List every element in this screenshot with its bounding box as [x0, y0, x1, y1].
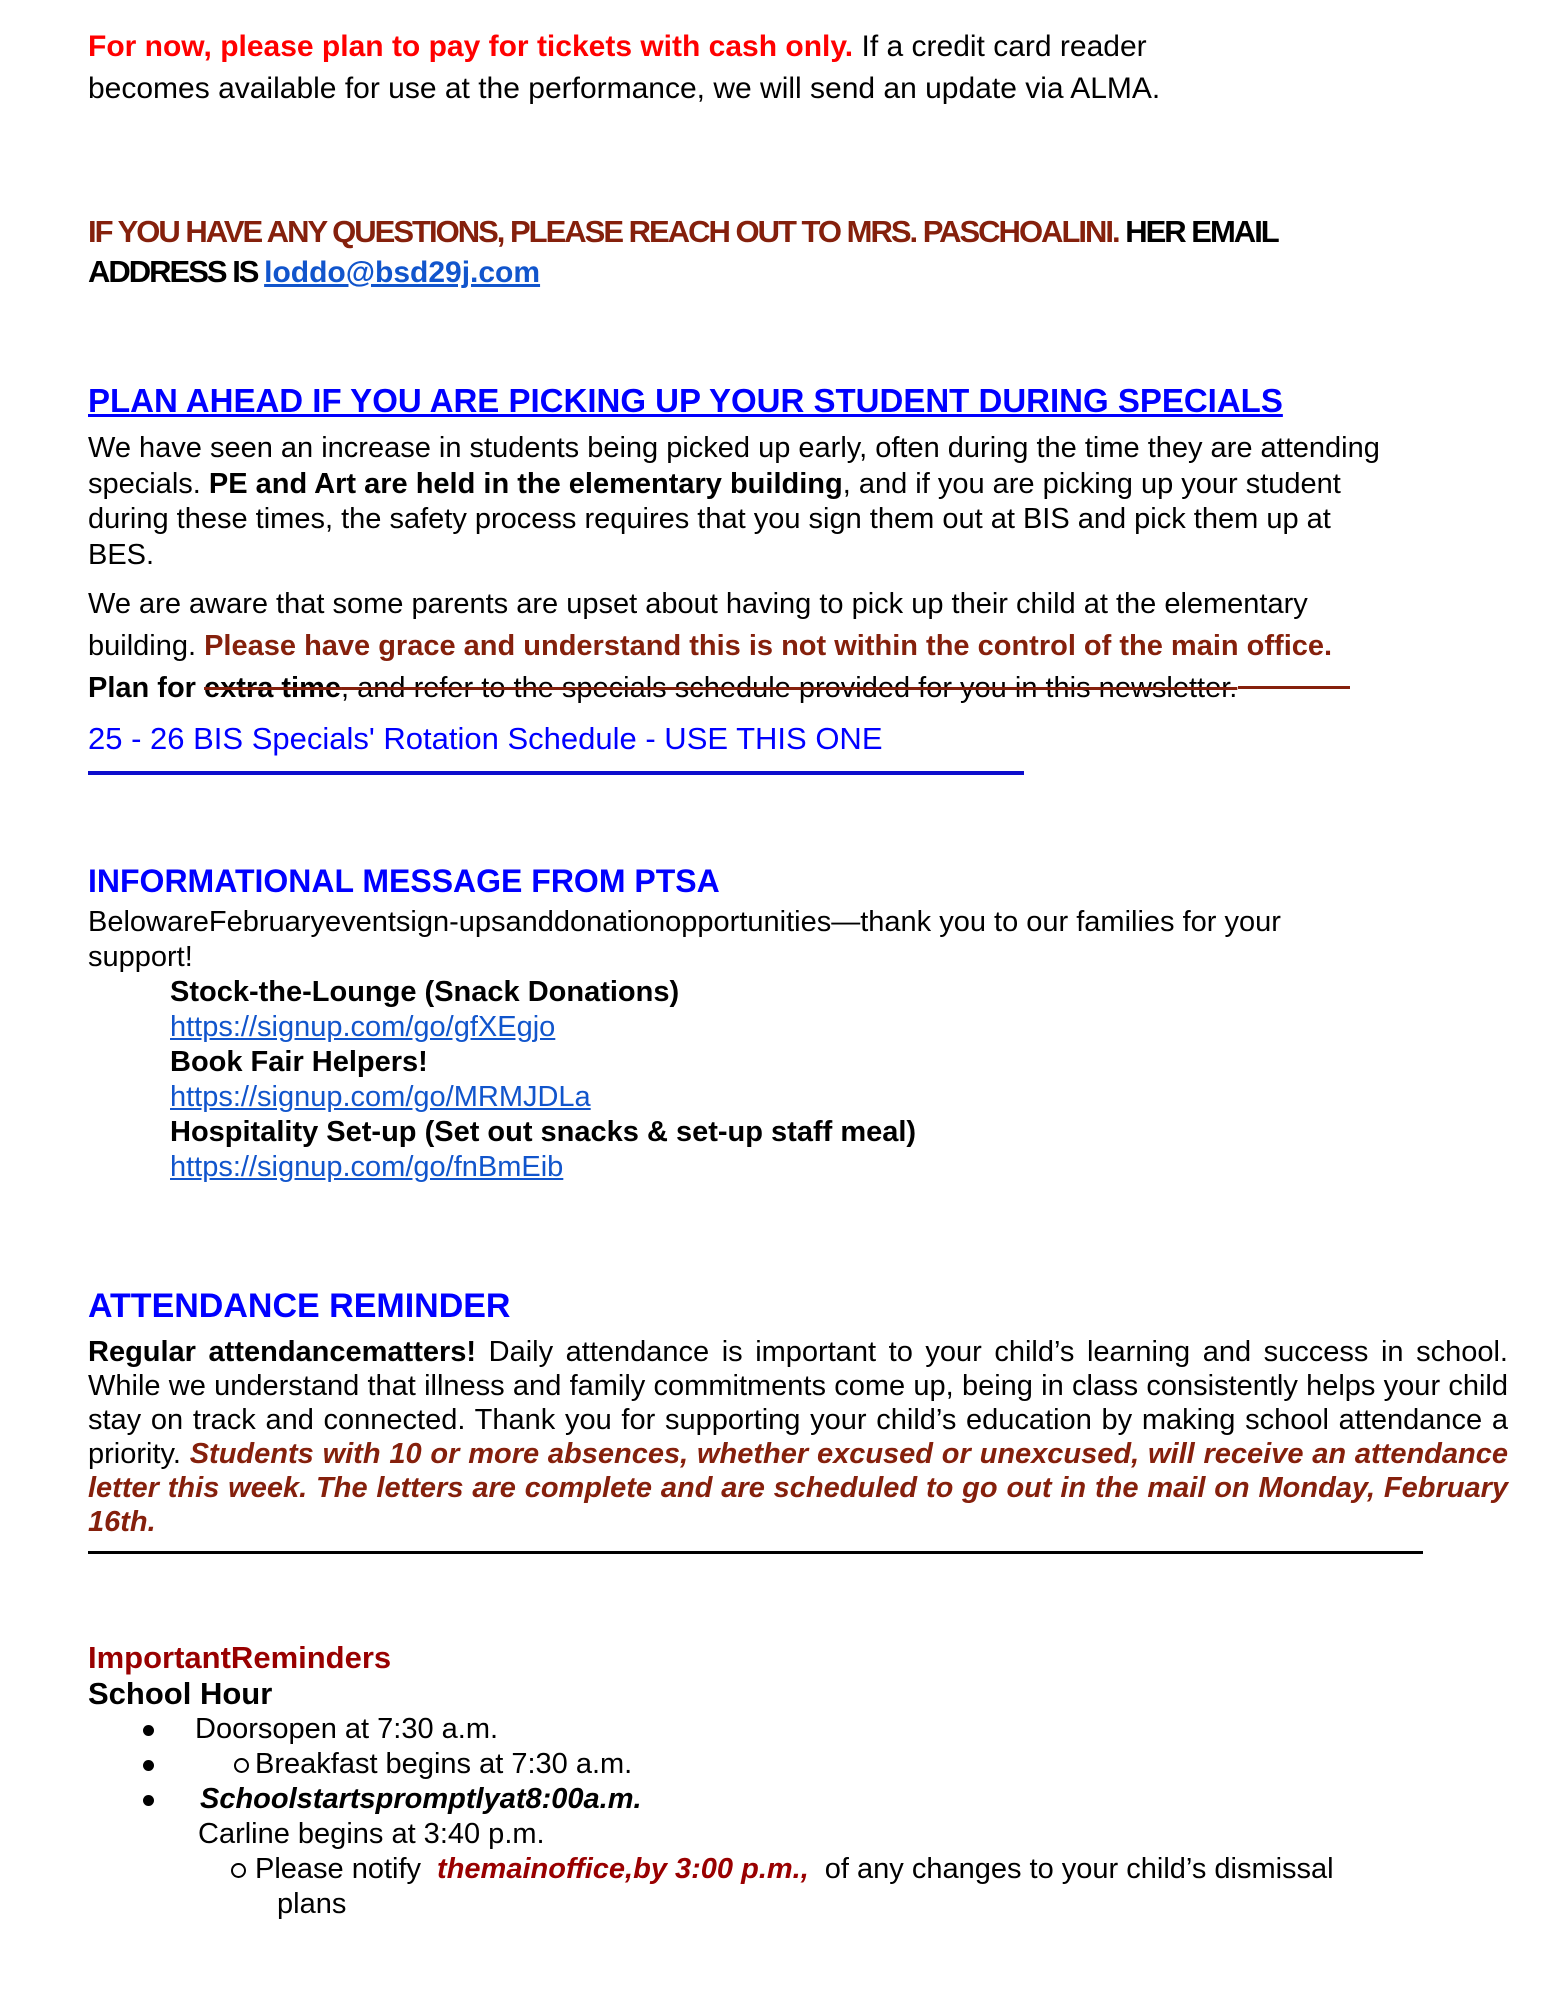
bullet-disc-icon	[143, 1760, 154, 1771]
p1-line2-pre: specials.	[88, 467, 209, 500]
bullet-disc-icon	[143, 1725, 154, 1736]
her-email-text: HER EMAIL	[1118, 214, 1278, 249]
plans-text: plans	[277, 1888, 347, 1920]
p1-line4: BES.	[88, 538, 155, 571]
email-link[interactable]: loddo@bsd29j.com	[264, 256, 541, 289]
plan-ahead-heading: PLAN AHEAD IF YOU ARE PICKING UP YOUR STUDENT DURING SPECIALS	[88, 382, 1283, 419]
pe-art-bold-text: PE and Art are held in the elementary building	[208, 467, 843, 500]
plan-ahead-paragraph-2	[88, 583, 1508, 709]
specials-schedule-link[interactable]: 25 - 26 BIS Specials' Rotation Schedule - USE THIS ONE	[88, 721, 883, 756]
bullet-notify	[88, 1852, 1508, 1887]
bullet-doors-open	[88, 1712, 1508, 1747]
cash-only-paragraph	[88, 26, 1508, 110]
strikethrough-extension-line	[1238, 686, 1350, 689]
bullet-circle-icon	[234, 1758, 249, 1773]
p1-line2-post: , and if you are picking up your student	[842, 467, 1341, 500]
p1-line1: We have seen an increase in students being picked up early, often during the time they are attending	[88, 432, 1380, 464]
notify-highlight-text: themainoffice,by 3:00 p.m.,	[437, 1853, 809, 1885]
signup-item-label: Hospitality Set-up (Set out snacks & set-up staff meal)	[170, 1116, 917, 1148]
bullet-school-starts	[88, 1782, 1508, 1817]
strikethrough-text	[204, 672, 1237, 704]
have-grace-text: Please have grace and understand this is not within the control of the main office.	[204, 630, 1333, 662]
credit-card-text-line2: becomes available for use at the performance, we will send an update via ALMA.	[88, 72, 1161, 105]
bullet-circle-icon	[231, 1863, 246, 1878]
signup-item-label: Book Fair Helpers!	[170, 1046, 428, 1078]
attendance-lead-bold: Regular attendancematters!	[88, 1336, 477, 1368]
p1-line3: during these times, the safety process requires that you sign them out at BIS and pick them up at	[88, 503, 1331, 535]
attendance-heading: ATTENDANCE REMINDER	[88, 1287, 511, 1325]
blue-divider-line	[88, 771, 1024, 775]
questions-text: IF YOU HAVE ANY QUESTIONS, PLEASE REACH OUT TO MRS. PASCHOALINI.	[88, 214, 1119, 249]
bullet-breakfast	[88, 1747, 1508, 1782]
notify-post-text: of any changes to your child’s dismissal	[824, 1853, 1334, 1885]
doors-open-text: Doorsopen at 7:30 a.m.	[195, 1713, 499, 1745]
list-item	[170, 975, 1508, 1045]
carline-line	[88, 1817, 1508, 1852]
ptsa-intro-line2: support!	[88, 941, 193, 973]
strikethrough-rest-text: , and refer to the specials schedule provided for you in this newsletter.	[341, 672, 1238, 704]
breakfast-text: Breakfast begins at 7:30 a.m.	[255, 1748, 633, 1780]
ptsa-signup-list	[170, 975, 1508, 1185]
bullet-disc-icon	[143, 1795, 154, 1806]
p2-line1: We are aware that some parents are upset about having to pick up their child at the elementary	[88, 588, 1308, 620]
reminders-bullet-list	[88, 1712, 1508, 1922]
ptsa-intro-paragraph	[88, 905, 1508, 975]
cash-only-alert-text: For now, please plan to pay for tickets with cash only.	[88, 30, 854, 63]
plan-for-bold-text: Plan for	[88, 672, 205, 704]
p2-line2-pre: building.	[88, 630, 205, 662]
signup-link[interactable]: https://signup.com/go/gfXEgjo	[170, 1011, 556, 1043]
questions-paragraph	[88, 212, 1508, 293]
address-is-text: ADDRESS IS	[88, 254, 265, 289]
notify-pre-text: Please notify	[255, 1853, 422, 1885]
list-item	[170, 1115, 1508, 1185]
important-reminders-heading: ImportantReminders	[88, 1640, 392, 1675]
attendance-paragraph	[88, 1335, 1508, 1539]
list-item	[170, 1045, 1508, 1115]
signup-item-label: Stock-the-Lounge (Snack Donations)	[170, 976, 680, 1008]
section-divider-line	[88, 1551, 1423, 1554]
ptsa-heading: INFORMATIONAL MESSAGE FROM PTSA	[88, 863, 720, 899]
extra-time-bold-text: extra time	[204, 672, 342, 704]
ptsa-intro-line1: BelowareFebruaryeventsign-upsanddonationopportunities—thank you to our families for your	[88, 906, 1281, 938]
plan-ahead-paragraph-1	[88, 431, 1508, 573]
signup-link[interactable]: https://signup.com/go/MRMJDLa	[170, 1081, 591, 1113]
school-starts-text: Schoolstartspromptlyat8:00a.m.	[200, 1783, 642, 1815]
school-hour-heading: School Hour	[88, 1676, 273, 1711]
carline-text: Carline begins at 3:40 p.m.	[198, 1818, 545, 1850]
notify-plans-line	[88, 1887, 1508, 1922]
attendance-emphasis-text: Students with 10 or more absences, whether excused or unexcused, will receive an attendance letter this week. The letters are complete and are scheduled to go out in the mail on Monday, February 16th.	[88, 1438, 1508, 1538]
credit-card-text-line1: If a credit card reader	[853, 30, 1147, 63]
attendance-body-text: Daily attendance is important to your child’s learning and success in school. While we understand that illness and family commitments come up, being in class consistently helps your child stay on track and connected. Thank you for supporting your child’s education by making school attendance a priority.	[88, 1336, 1508, 1470]
signup-link[interactable]: https://signup.com/go/fnBmEib	[170, 1151, 564, 1183]
